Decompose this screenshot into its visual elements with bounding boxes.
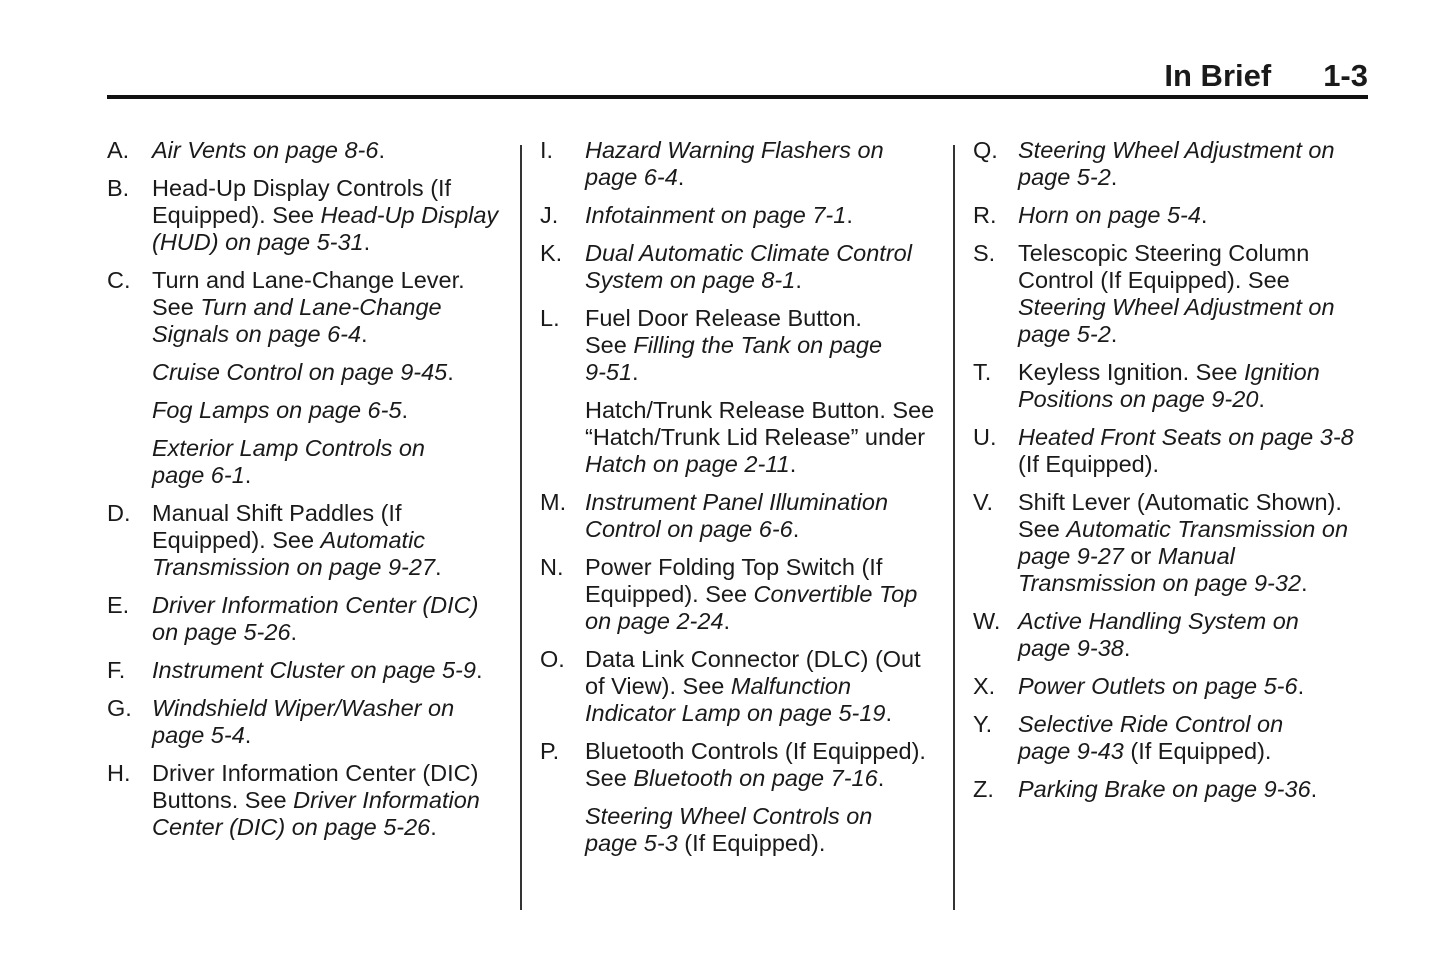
list-item-t: T. Keyless Ignition. See Ignition Positions on page 9-20. bbox=[973, 359, 1320, 412]
column-3 bbox=[973, 137, 1373, 814]
link-ref[interactable]: Hatch on page 2-11 bbox=[585, 451, 790, 477]
list-item-r: R. Horn on page 5-4. bbox=[973, 202, 1208, 228]
list-item-continuation: Steering Wheel Controls on page 5-3 (If Equipped). bbox=[585, 803, 873, 856]
list-item-z: Z. Parking Brake on page 9-36. bbox=[973, 776, 1318, 802]
link-ref[interactable]: Automatic Transmission on page 9-27 bbox=[152, 527, 436, 580]
list-item-continuation: Cruise Control on page 9-45. bbox=[152, 359, 454, 385]
link-ref[interactable]: Malfunction Indicator Lamp on page 5-19 bbox=[585, 673, 886, 726]
link-ref[interactable]: Manual Transmission on page 9-32 bbox=[1018, 543, 1302, 596]
page-header bbox=[107, 58, 1368, 94]
list-item-l: L. Fuel Door Release Button. See Filling the Tank on page 9-51. bbox=[540, 305, 883, 385]
list-item-a: A. Air Vents on page 8-6. bbox=[107, 137, 385, 163]
list-item-p: P. Bluetooth Controls (If Equipped). See Bluetooth on page 7-16. bbox=[540, 738, 926, 791]
list-item-q: Q. Steering Wheel Adjustment on page 5-2. bbox=[973, 137, 1335, 190]
link-ref[interactable]: Driver Information Center (DIC) on page 5-26 bbox=[152, 787, 480, 840]
column-divider bbox=[520, 145, 522, 910]
list-item-s: S. Telescopic Steering Column Control (If Equipped). See Steering Wheel Adjustment on page 5-2. bbox=[973, 240, 1335, 347]
link-ref[interactable]: Driver Information Center (DIC) on page 5-26 bbox=[152, 592, 479, 645]
page-number: 1-3 bbox=[1323, 58, 1368, 93]
column-divider bbox=[953, 145, 955, 910]
list-item-y: Y. Selective Ride Control on page 9-43 (If Equipped). bbox=[973, 711, 1284, 764]
column-1 bbox=[107, 137, 507, 852]
link-ref[interactable]: Fog Lamps on page 6-5 bbox=[152, 397, 402, 423]
list-item-u: U. Heated Front Seats on page 3-8 (If Equipped). bbox=[973, 424, 1354, 477]
header-rule bbox=[107, 95, 1368, 99]
link-ref[interactable]: Instrument Cluster on page 5-9 bbox=[152, 657, 476, 683]
link-ref[interactable]: Ignition Positions on page 9-20 bbox=[1018, 359, 1320, 412]
list-item-f: F. Instrument Cluster on page 5-9. bbox=[107, 657, 483, 683]
list-item-j: J. Infotainment on page 7-1. bbox=[540, 202, 853, 228]
list-item-e: E. Driver Information Center (DIC) on page 5-26. bbox=[107, 592, 479, 645]
list-item-v: V. Shift Lever (Automatic Shown). See Automatic Transmission on page 9-27 or Manual Transmission on page 9-32. bbox=[973, 489, 1349, 596]
link-ref[interactable]: Automatic Transmission on page 9-27 bbox=[1018, 516, 1349, 569]
link-ref[interactable]: Power Outlets on page 5-6 bbox=[1018, 673, 1298, 699]
list-item-continuation: Hatch/Trunk Release Button. See “Hatch/Trunk Lid Release” under Hatch on page 2-11. bbox=[585, 397, 935, 477]
link-ref[interactable]: Air Vents on page 8-6 bbox=[152, 137, 379, 163]
list-item-c: C. Turn and Lane-Change Lever. See Turn and Lane-Change Signals on page 6-4. bbox=[107, 267, 465, 347]
list-item-continuation: Fog Lamps on page 6-5. bbox=[152, 397, 409, 423]
column-2 bbox=[540, 137, 940, 868]
link-ref[interactable]: Exterior Lamp Controls on page 6-1 bbox=[152, 435, 425, 488]
list-item-i: I. Hazard Warning Flashers on page 6-4. bbox=[540, 137, 884, 190]
link-ref[interactable]: Convertible Top on page 2-24 bbox=[585, 581, 918, 634]
link-ref[interactable]: Turn and Lane-Change Signals on page 6-4 bbox=[152, 294, 442, 347]
list-item-n: N. Power Folding Top Switch (If Equipped). See Convertible Top on page 2-24. bbox=[540, 554, 918, 634]
list-item-continuation: Exterior Lamp Controls on page 6-1. bbox=[152, 435, 425, 488]
link-ref[interactable]: Heated Front Seats on page 3-8 bbox=[1018, 424, 1354, 450]
link-ref[interactable]: Horn on page 5-4 bbox=[1018, 202, 1201, 228]
list-item-g: G. Windshield Wiper/Washer on page 5-4. bbox=[107, 695, 455, 748]
link-ref[interactable]: Hazard Warning Flashers on page 6-4 bbox=[585, 137, 884, 190]
link-ref[interactable]: Steering Wheel Adjustment on page 5-2 bbox=[1018, 137, 1335, 190]
list-item-d: D. Manual Shift Paddles (If Equipped). See Automatic Transmission on page 9-27. bbox=[107, 500, 442, 580]
link-ref[interactable]: Active Handling System on page 9-38 bbox=[1018, 608, 1299, 661]
link-ref[interactable]: Windshield Wiper/Washer on page 5-4 bbox=[152, 695, 455, 748]
link-ref[interactable]: Steering Wheel Controls on page 5-3 bbox=[585, 803, 873, 856]
link-ref[interactable]: Cruise Control on page 9-45 bbox=[152, 359, 448, 385]
link-ref[interactable]: Filling the Tank on page 9-51 bbox=[585, 332, 883, 385]
link-ref[interactable]: Instrument Panel Illumination Control on page 6-6 bbox=[585, 489, 889, 542]
link-ref[interactable]: Parking Brake on page 9-36 bbox=[1018, 776, 1311, 802]
link-ref[interactable]: Dual Automatic Climate Control System on page 8-1 bbox=[585, 240, 912, 293]
link-ref[interactable]: Selective Ride Control on page 9-43 bbox=[1018, 711, 1284, 764]
section-title: In Brief bbox=[1164, 58, 1272, 93]
list-item-h: H. Driver Information Center (DIC) Buttons. See Driver Information Center (DIC) on page 5-26. bbox=[107, 760, 480, 840]
list-item-k: K. Dual Automatic Climate Control System on page 8-1. bbox=[540, 240, 912, 293]
list-item-x: X. Power Outlets on page 5-6. bbox=[973, 673, 1305, 699]
link-ref[interactable]: Infotainment on page 7-1 bbox=[585, 202, 847, 228]
list-item-m: M. Instrument Panel Illumination Control on page 6-6. bbox=[540, 489, 889, 542]
list-item-b: B. Head-Up Display Controls (If Equipped). See Head-Up Display (HUD) on page 5-31. bbox=[107, 175, 499, 255]
link-ref[interactable]: Bluetooth on page 7-16 bbox=[633, 765, 878, 791]
link-ref[interactable]: Steering Wheel Adjustment on page 5-2 bbox=[1018, 294, 1335, 347]
link-ref[interactable]: Head-Up Display (HUD) on page 5-31 bbox=[152, 202, 499, 255]
list-item-w: W. Active Handling System on page 9-38. bbox=[973, 608, 1299, 661]
list-item-o: O. Data Link Connector (DLC) (Out of View). See Malfunction Indicator Lamp on page 5-19. bbox=[540, 646, 921, 726]
